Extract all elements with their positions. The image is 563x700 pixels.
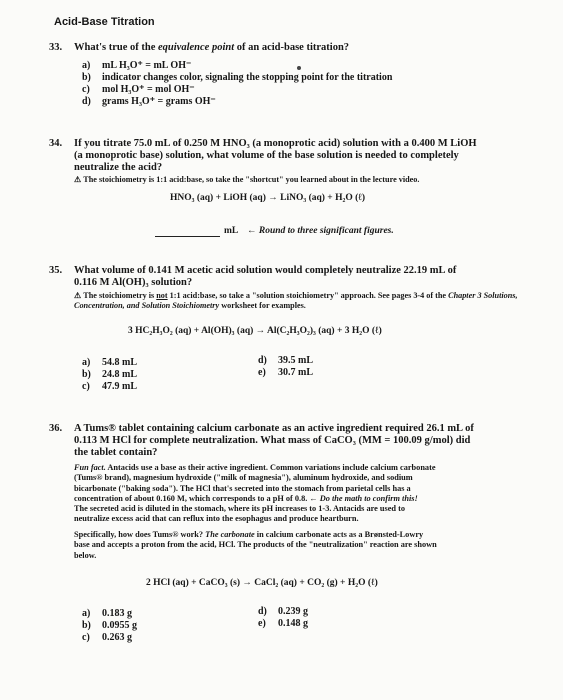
option-text: 0.183 g [102, 608, 132, 619]
q36-option-a[interactable] [82, 608, 132, 620]
option-text: mL H₃O⁺ = mL OH⁻ [102, 60, 192, 71]
option-letter: a) [82, 60, 91, 71]
q35-equation: 3 HC₂H₃O₂ (aq) + Al(OH)₃ (aq) → Al(C₂H₃O₂)₃ (aq) + 3 H₂O (ℓ) [128, 326, 382, 336]
warning-icon: ⚠ [74, 175, 82, 184]
q35-note-mid: 1:1 acid:base, so take a "solution stoichiometry" approach. See pages 3-4 of the [167, 291, 447, 300]
fun-fact-line: (Tums® brand), magnesium hydroxide ("milk of magnesia"), aluminum hydroxide, and sodium [74, 473, 413, 483]
option-text: 0.239 g [278, 606, 308, 617]
q35-note-worksheet-title: Chapter 3 Solutions, Concentration, and Solution Stoichiometry [74, 291, 518, 310]
q33-option-a[interactable] [82, 60, 191, 72]
warning-icon: ⚠ [74, 291, 82, 300]
question-34-line-2: (a monoprotic base) solution, what volume of the base solution is needed to completely [74, 150, 459, 161]
stray-dot-mark [297, 66, 301, 70]
q35-note [74, 291, 534, 311]
question-36-line-1: A Tums® tablet containing calcium carbonate as an active ingredient required 26.1 mL of [74, 423, 474, 434]
option-letter: c) [82, 84, 90, 95]
option-letter: e) [258, 367, 266, 378]
question-35-line-1: What volume of 0.141 M acetic acid solution would completely neutralize 22.19 mL of [74, 265, 457, 276]
q33-prompt-post: of an acid-base titration? [234, 42, 350, 53]
q36-option-e[interactable] [258, 618, 308, 630]
option-text: grams H₃O⁺ = grams OH⁻ [102, 96, 216, 107]
fun-fact-line: The secreted acid is diluted in the stomach, where its pH increases to 1-3. Antacids are used to [74, 504, 406, 514]
option-text: mol H₃O⁺ = mol OH⁻ [102, 84, 195, 95]
option-text: 0.0955 g [102, 620, 137, 631]
option-text: 39.5 mL [278, 355, 313, 366]
question-34-line-1: If you titrate 75.0 mL of 0.250 M HNO₃ (a monoprotic acid) solution with a 0.400 M LiOH [74, 138, 477, 149]
q34-answer-blank[interactable] [155, 236, 220, 237]
option-letter: b) [82, 72, 91, 83]
question-35-number: 35. [49, 265, 63, 276]
q35-option-c[interactable] [82, 381, 137, 393]
fun-fact-line: neutralize excess acid that can reflux into the esophagus and produce heartburn. [74, 514, 359, 524]
specifics-paragraph [74, 530, 534, 561]
option-letter: b) [82, 620, 91, 631]
fun-fact-line: Antacids use a base as their active ingredient. Common variations include calcium carbonate [105, 463, 436, 472]
option-letter: a) [82, 357, 91, 368]
q36-equation: 2 HCl (aq) + CaCO₃ (s) → CaCl₂ (aq) + CO₂ (g) + H₂O (ℓ) [146, 578, 378, 588]
option-letter: c) [82, 632, 90, 643]
question-36-line-3: the tablet contain? [74, 447, 158, 458]
option-letter: d) [82, 96, 91, 107]
q34-answer-unit: mL [224, 226, 239, 236]
option-letter: e) [258, 618, 266, 629]
option-letter: d) [258, 355, 267, 366]
option-letter: b) [82, 369, 91, 380]
specifics-line: in calcium carbonate acts as a Brønsted-Lowry [254, 530, 424, 539]
question-34-line-3: neutralize the acid? [74, 162, 163, 173]
q34-answer-hint: ← Round to three significant figures. [247, 226, 394, 236]
option-text: 0.263 g [102, 632, 132, 643]
q33-prompt-pre: What's true of the [74, 42, 158, 53]
q33-prompt-emphasis: equivalence point [158, 42, 235, 53]
fun-fact-line: concentration of about 0.160 M, which corresponds to a pH of 0.8. [74, 493, 310, 503]
q34-note [74, 175, 534, 185]
page-title: Acid-Base Titration [54, 16, 155, 28]
option-text: 54.8 mL [102, 357, 137, 368]
option-text: 47.9 mL [102, 381, 137, 392]
q34-equation: HNO₃ (aq) + LiOH (aq) → LiNO₃ (aq) + H₂O (ℓ) [170, 193, 365, 203]
option-text: 30.7 mL [278, 367, 313, 378]
option-letter: a) [82, 608, 91, 619]
question-36-line-2: 0.113 M HCl for complete neutralization. What mass of CaCO₃ (MM = 100.09 g/mol) did [74, 435, 471, 446]
question-35-line-2: 0.116 M Al(OH)₃ solution? [74, 277, 193, 288]
q36-option-c[interactable] [82, 632, 132, 644]
question-34-number: 34. [49, 138, 63, 149]
question-33-number: 33. [49, 42, 63, 53]
q35-option-e[interactable] [258, 367, 313, 379]
q33-option-d[interactable] [82, 96, 216, 108]
q35-option-a[interactable] [82, 357, 137, 369]
option-text: 0.148 g [278, 618, 308, 629]
q34-note-text: The stoichiometry is 1:1 acid:base, so take the "shortcut" you learned about in the lecture video. [83, 175, 420, 184]
specifics-line: below. [74, 550, 97, 560]
specifics-emphasis: The carbonate [205, 530, 255, 539]
q35-option-b[interactable] [82, 369, 137, 381]
q36-option-d[interactable] [258, 606, 308, 618]
q33-option-c[interactable] [82, 84, 195, 96]
specifics-line: Specifically, how does Tums® work? [74, 530, 206, 539]
option-letter: d) [258, 606, 267, 617]
question-36-number: 36. [49, 423, 63, 434]
option-text: 24.8 mL [102, 369, 137, 380]
fun-fact-hint: ← Do the math to confirm this! [309, 493, 418, 503]
option-text: indicator changes color, signaling the stopping point for the titration [102, 72, 393, 83]
question-33-prompt [74, 42, 524, 55]
fun-fact-line: bicarbonate ("baking soda"). The HCl that's secreted into the stomach from parietal cells has a [74, 483, 411, 493]
q35-note-pre: The stoichiometry is [83, 291, 157, 300]
option-letter: c) [82, 381, 90, 392]
fun-fact-label: Fun fact. [74, 463, 106, 472]
q35-note-post: worksheet for examples. [219, 301, 306, 310]
q33-option-b[interactable] [82, 72, 392, 84]
specifics-line: base and accepts a proton from the acid, HCl. The products of the "neutralization" reaction are shown [74, 540, 437, 550]
q35-option-d[interactable] [258, 355, 313, 367]
q35-note-not: not [156, 291, 168, 300]
fun-fact-paragraph [74, 463, 534, 525]
q36-option-b[interactable] [82, 620, 137, 632]
